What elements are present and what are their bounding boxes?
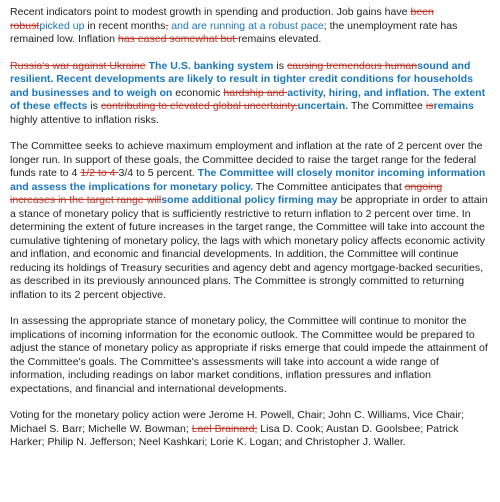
text-run: The Committee xyxy=(348,100,426,112)
paragraph-policy-assessment xyxy=(10,315,490,396)
paragraph-voting-members xyxy=(10,409,490,450)
deleted-text: ongoing increases in the target range will xyxy=(10,180,443,206)
deleted-text: , xyxy=(165,19,169,32)
deleted-text: contributing to elevated global uncertainty. xyxy=(100,100,298,112)
text-run: economic xyxy=(172,86,224,99)
text-run: is xyxy=(87,100,101,112)
inserted-text: and are running at a robust pace xyxy=(168,19,324,32)
paragraph-policy-decision xyxy=(10,140,490,302)
text-run: is xyxy=(273,59,287,72)
deleted-text: Russia's war against Ukraine xyxy=(10,59,146,72)
text-run: Recent indicators point to modest growth in spending and production. Job gains have xyxy=(10,6,411,18)
deleted-text: Lael Brainard; xyxy=(191,422,258,435)
inserted-text: picked up xyxy=(39,19,85,32)
text-run: ; the unemployment rate has remained low. Inflation xyxy=(10,19,458,45)
text-run: The Committee anticipates that xyxy=(253,180,405,193)
text-run: be appropriate in order to attain a stance of monetary policy that is sufficiently restrictive to return inflation to 2 percent over time. In determining the extent of future increases in the target range, the Committee will take into account the cumulative tightening of monetary policy, the lags with which monetary policy affects economic activity and inflation, and economic and financial developments. In addition, the Committee will continue reducing its holdings of Treasury securities and agency debt and agency mortgage-backed securities, as described in its previously announced plans. The Committee is strongly committed to returning inflation to its 2 percent objective. xyxy=(10,194,488,301)
text-run: Voting for the monetary policy action were Jerome H. Powell, Chair; John C. Williams, Vice Chair; Michael S. Barr; Michelle W. Bowman; xyxy=(10,409,465,435)
inserted-text-bold: some additional policy firming may xyxy=(161,194,338,206)
text-run: remains elevated. xyxy=(238,33,322,45)
inserted-text-bold: sound and resilient. Recent developments are likely to result in tighter credit conditions for households and businesses and to weigh on xyxy=(10,59,473,99)
text-run: In assessing the appropriate stance of monetary policy, the Committee will continue to monitor the implications of incoming information for the economic outlook. The Committee would be prepared to adjust the stance of monetary policy as appropriate if risks emerge that could impede the attainment of the Committee's goals. The Committee's assessments will take into account a wide range of information, including readings on labor market conditions, inflation pressures and inflation expectations, and financial and international developments. xyxy=(10,315,488,395)
paragraph-banking-system xyxy=(10,60,490,128)
inserted-text-bold: remains xyxy=(433,100,474,112)
deleted-text: has eased somewhat but xyxy=(117,33,239,45)
text-run: highly attentive to inflation risks. xyxy=(10,113,159,126)
deleted-text: causing tremendous human xyxy=(286,59,418,72)
text-run: in recent months xyxy=(84,19,166,32)
paragraph-economic-indicators xyxy=(10,6,490,47)
deleted-text: is xyxy=(425,100,434,112)
deleted-text: been robust xyxy=(10,6,434,32)
deleted-text: 1/2 to 4 xyxy=(80,167,119,179)
text-run: 3/4 to 5 percent. xyxy=(118,167,198,179)
inserted-text-bold: The Committee will closely monitor incoming information and assess the implications for monetary policy. xyxy=(10,167,486,193)
deleted-text: hardship and xyxy=(223,86,288,99)
text-run: Lisa D. Cook; Austan D. Goolsbee; Patrick Harker; Philip N. Jefferson; Neel Kashkari; Lorie K. Logan; and Christopher J. Waller. xyxy=(10,422,459,448)
inserted-text-bold: The U.S. banking system xyxy=(145,59,274,72)
inserted-text-bold: activity, hiring, and inflation. The extent of these effects xyxy=(10,86,486,112)
inserted-text-bold: uncertain. xyxy=(297,100,349,112)
text-run: The Committee seeks to achieve maximum employment and inflation at the rate of 2 percent over the longer run. In support of these goals, the Committee decided to raise the target range for the federal funds rate to 4 xyxy=(10,140,483,179)
